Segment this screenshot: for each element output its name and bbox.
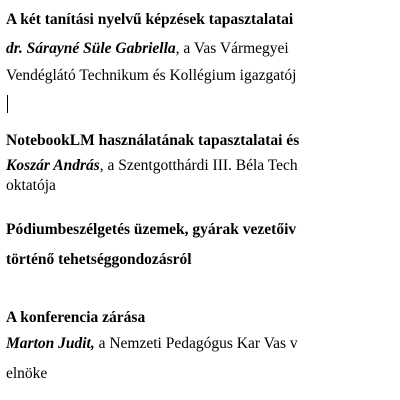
- speaker-affiliation-4: a Nemzeti Pedagógus Kar Vas v: [94, 335, 298, 352]
- session-title-3: Pódiumbeszélgetés üzemek, gyárak vezetőiv: [6, 221, 297, 238]
- speaker-line-2: [6, 155, 298, 177]
- document-page: [6, 0, 400, 400]
- speaker-line-1: [6, 38, 289, 60]
- speaker-affiliation-2: , a Szentgotthárdi III. Béla Tech: [99, 157, 298, 174]
- speaker-name-4: Marton Judit,: [6, 335, 95, 352]
- speaker-line-4: [6, 333, 298, 355]
- speaker-affiliation-2-cont: oktatója: [6, 177, 56, 194]
- speaker-name-2: Koszár András: [6, 157, 100, 174]
- session-title-3-cont: történő tehetséggondozásról: [6, 251, 192, 268]
- speaker-name-1: dr. Sárayné Süle Gabriella: [6, 40, 176, 57]
- speaker-affiliation-1-cont: Vendéglátó Technikum és Kollégium igazgatój: [6, 67, 297, 84]
- speaker-affiliation-1: , a Vas Vármegyei: [175, 40, 289, 57]
- session-title-4: A konferencia zárása: [6, 309, 146, 326]
- speaker-affiliation-4-cont: elnöke: [6, 365, 48, 382]
- session-title-2: NotebookLM használatának tapasztalatai és: [6, 132, 300, 149]
- text-cursor: [7, 95, 8, 113]
- session-title-1: A két tanítási nyelvű képzések tapasztalatai: [6, 11, 294, 28]
